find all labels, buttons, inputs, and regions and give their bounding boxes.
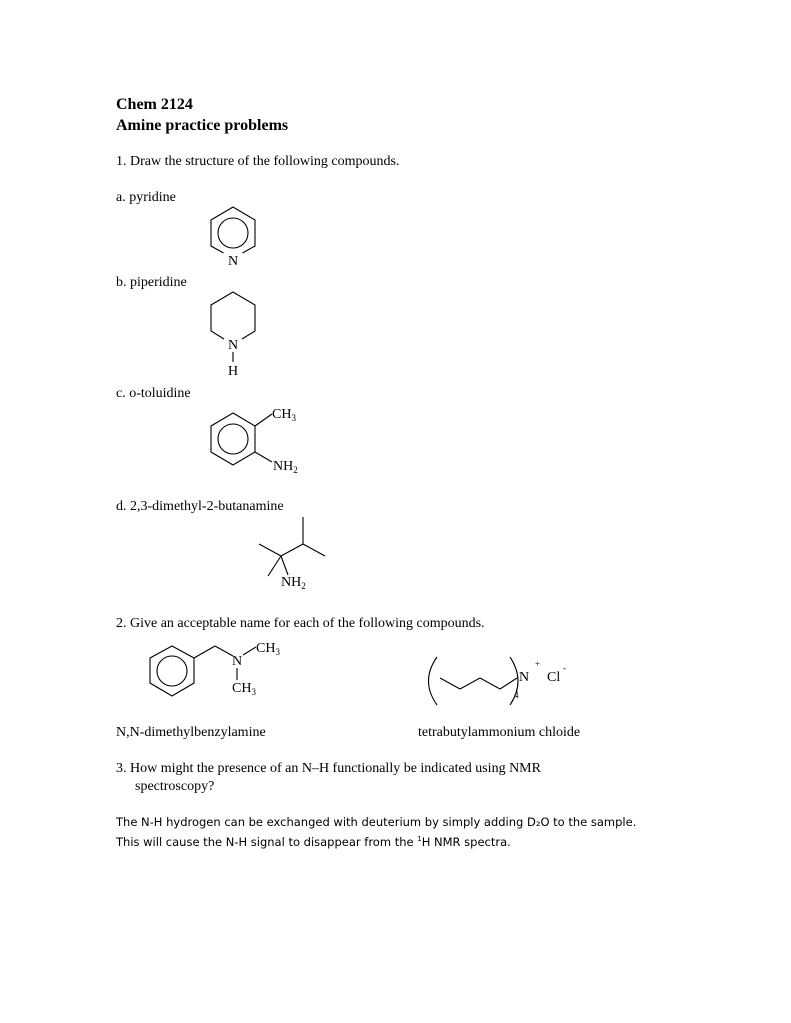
toluidine-ch3: $CH_3$ [272, 407, 296, 423]
benzylamine-structure [150, 641, 280, 697]
chloride-minus: - [563, 663, 566, 673]
o-toluidine-structure [211, 407, 298, 475]
answer-3-line2: This will cause the N-H signal to disappear from the $^1$H NMR spectra. [116, 834, 511, 849]
benzylamine-ch3-bottom: $CH_3$ [232, 681, 256, 697]
benzylamine-ch3-top: $CH_3$ [256, 641, 280, 657]
pyridine-n: N [227, 254, 239, 269]
chloride-cl: Cl [547, 670, 561, 685]
item-c-label: c. o-toluidine [116, 386, 191, 401]
butanamine-nh2: $NH_2$ [281, 575, 306, 591]
answer-3-line1: The N-H hydrogen can be exchanged with deuterium by simply adding D₂O to the sample. [116, 815, 637, 829]
tetrabutylammonium-structure [429, 657, 567, 705]
piperidine-structure [211, 292, 255, 379]
chain-count: 4 [514, 690, 519, 700]
question-1-prompt: 1. Draw the structure of the following compounds. [116, 154, 400, 169]
page-title: Amine practice problems [116, 117, 289, 134]
piperidine-h: H [227, 364, 239, 379]
toluidine-nh2: $NH_2$ [273, 459, 298, 475]
item-d-label: d. 2,3-dimethyl-2-butanamine [116, 499, 284, 514]
answer-2-right: tetrabutylammonium chloide [418, 725, 581, 740]
dimethylbutanamine-structure [259, 517, 325, 591]
answer-2-left: N,N-dimethylbenzylamine [116, 725, 266, 740]
ammonium-n: N [519, 670, 530, 685]
item-b-label: b. piperidine [116, 275, 187, 290]
item-a-label: a. pyridine [116, 190, 176, 205]
pyridine-structure [211, 207, 255, 269]
piperidine-n: N [227, 338, 239, 353]
course-title: Chem 2124 [116, 96, 193, 113]
question-3-prompt-line2: spectroscopy? [135, 779, 215, 794]
ammonium-plus: + [535, 659, 541, 669]
question-2-prompt: 2. Give an acceptable name for each of the following compounds. [116, 616, 485, 631]
benzylamine-n: N [231, 654, 243, 669]
question-3-prompt-line1: 3. How might the presence of an N–H functionally be indicated using NMR [116, 761, 541, 776]
